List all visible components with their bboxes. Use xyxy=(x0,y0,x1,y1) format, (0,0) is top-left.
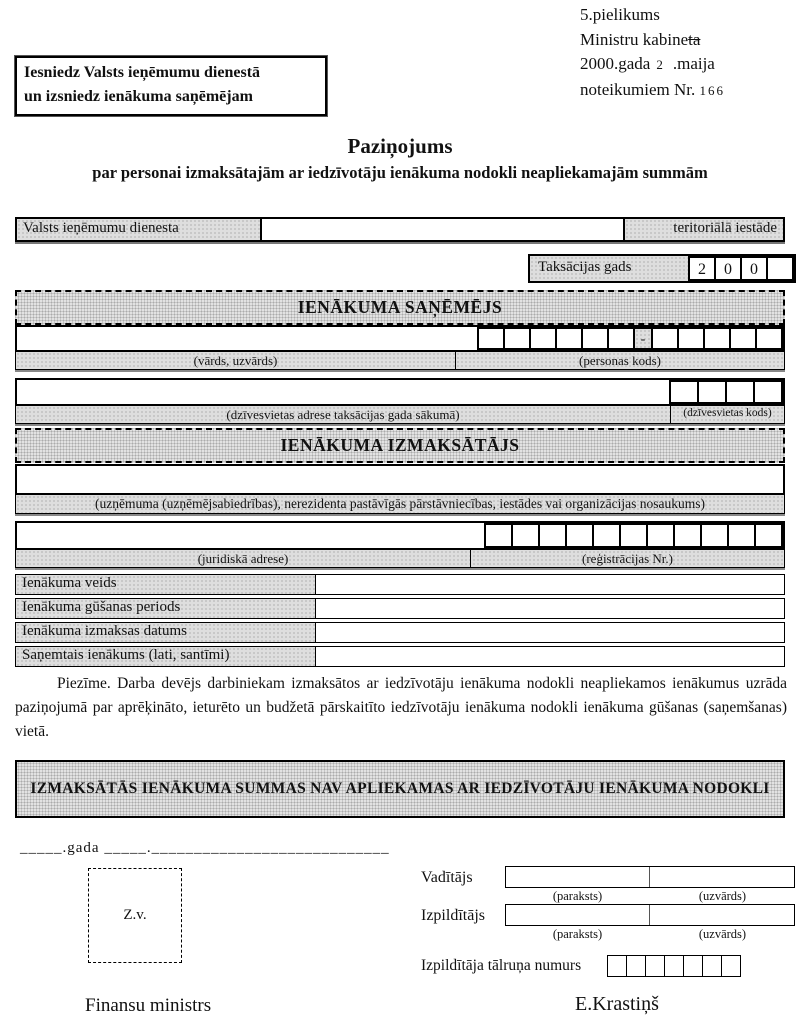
registration-number-cell[interactable] xyxy=(619,523,648,548)
residence-code-cell[interactable] xyxy=(725,380,755,404)
person-code-cell[interactable] xyxy=(729,327,757,350)
residence-code-cell[interactable] xyxy=(669,380,699,404)
tax-year-digit-cell[interactable]: 0 xyxy=(714,256,742,281)
registration-number-cell[interactable] xyxy=(646,523,675,548)
tax-year-digit-cell[interactable] xyxy=(766,256,794,281)
seal-box xyxy=(88,868,182,963)
executor-phone-cells xyxy=(608,955,741,977)
payer-address-input[interactable] xyxy=(17,523,486,548)
payer-name-label-row xyxy=(15,495,785,514)
phone-number-cell[interactable] xyxy=(664,955,684,977)
payer-address-label-row xyxy=(15,550,785,568)
submit-instruction-box xyxy=(15,56,327,116)
income-type-label: Ienākuma veids xyxy=(16,575,316,594)
income-details-table xyxy=(15,574,785,670)
person-code-cell[interactable] xyxy=(529,327,557,350)
recipient-name-label-row xyxy=(15,352,785,370)
person-code-cells-left xyxy=(479,327,635,350)
person-code-cell[interactable] xyxy=(477,327,505,350)
phone-number-cell[interactable] xyxy=(721,955,741,977)
phone-number-cell[interactable] xyxy=(626,955,646,977)
recipient-name-row xyxy=(15,325,785,352)
section-header-recipient: IENĀKUMA SAŅĒMĒJS xyxy=(15,290,785,325)
name-surname-label: (vārds, uzvārds) xyxy=(16,352,456,369)
person-code-cell[interactable] xyxy=(581,327,609,350)
tax-year-digit-cell[interactable]: 2 xyxy=(688,256,716,281)
income-period-input[interactable] xyxy=(316,599,784,618)
table-row xyxy=(15,646,785,667)
tax-year-digit-cell[interactable]: 0 xyxy=(740,256,768,281)
regulation-number-line: noteikumiem Nr. 166 xyxy=(580,79,725,99)
registration-number-cell[interactable] xyxy=(592,523,621,548)
seal-label: Z.v. xyxy=(123,907,147,923)
statement-band: IZMAKSĀTĀS IENĀKUMA SUMMAS NAV APLIEKAMAS AR IEDZĪVOTĀJU IENĀKUMA NODOKLI xyxy=(15,760,785,818)
person-code-cell[interactable] xyxy=(651,327,679,350)
payer-name-input[interactable] xyxy=(17,466,783,493)
executor-role-label: Izpildītājs xyxy=(421,907,485,924)
vid-office-label: Valsts ieņēmumu dienesta xyxy=(17,219,262,240)
income-period-label: Ienākuma gūšanas periods xyxy=(16,599,316,618)
legal-address-label: (juridiskā adrese) xyxy=(16,550,471,567)
annex-number: 5.pielikums xyxy=(580,5,660,24)
page-subtitle: par personai izmaksātajām ar iedzīvotāju ienākuma nodokli neapliekamajām summām xyxy=(92,163,708,182)
payer-address-row xyxy=(15,521,785,550)
recipient-address-row xyxy=(15,378,785,406)
phone-number-cell[interactable] xyxy=(607,955,627,977)
residence-code-cells xyxy=(671,380,783,404)
residence-code-label: (dzīvesvietas kods) xyxy=(683,407,772,419)
recipient-address-input[interactable] xyxy=(17,380,671,404)
director-surname-input[interactable] xyxy=(650,867,794,887)
person-code-label: (personas kods) xyxy=(579,353,661,368)
payment-date-label: Ienākuma izmaksas datums xyxy=(16,623,316,642)
minister-title: Finansu ministrs xyxy=(85,995,212,1016)
registration-number-cell[interactable] xyxy=(700,523,729,548)
tax-year-cells xyxy=(690,256,794,281)
tax-year-row xyxy=(528,254,796,283)
cabinet-line: Ministru kabineta xyxy=(580,29,701,49)
cabinet-struck-text: ta xyxy=(688,29,701,49)
registration-number-cell[interactable] xyxy=(511,523,540,548)
payer-name-row xyxy=(15,464,785,495)
signature-label: (paraksts) xyxy=(552,889,603,903)
submit-instruction-line1: Iesniedz Valsts ieņēmumu dienestā xyxy=(24,64,261,81)
payer-name-label: (uzņēmuma (uzņēmējsabiedrības), nerezidenta pastāvīgās pārstāvniecības, iestādes vai organizācijas nosaukums) xyxy=(94,496,706,511)
regulation-date-line: 2000.gada 2 .maija xyxy=(580,54,715,73)
registration-number-cell[interactable] xyxy=(754,523,783,548)
executor-phone-label: Izpildītāja tālruņa numurs xyxy=(421,957,582,974)
registration-number-cell[interactable] xyxy=(538,523,567,548)
executor-signature-labels xyxy=(505,927,795,942)
registration-number-label: (reģistrācijas Nr.) xyxy=(582,551,673,566)
registration-number-cell[interactable] xyxy=(673,523,702,548)
executor-signature-row xyxy=(505,904,795,926)
date-fill-line[interactable]: _____.gada _____.____________________________ xyxy=(20,840,390,856)
surname-label: (uzvārds) xyxy=(698,889,747,903)
phone-number-cell[interactable] xyxy=(702,955,722,977)
payment-date-input[interactable] xyxy=(316,623,784,642)
residence-code-cell[interactable] xyxy=(753,380,783,404)
annex-reference-block xyxy=(580,3,725,103)
regulation-number: 166 xyxy=(699,82,725,98)
recipient-address-label-row xyxy=(15,406,785,424)
person-code-cell[interactable] xyxy=(555,327,583,350)
page-title: Paziņojums xyxy=(347,134,453,158)
submit-instruction-line2: un izsniedz ienākuma saņēmējam xyxy=(24,88,253,105)
income-type-input[interactable] xyxy=(316,575,784,594)
person-code-cells-right xyxy=(653,327,783,350)
person-code-cell[interactable] xyxy=(703,327,731,350)
director-signature-row xyxy=(505,866,795,888)
director-signature-input[interactable] xyxy=(506,867,650,887)
surname-label: (uzvārds) xyxy=(698,927,747,941)
person-code-cell[interactable] xyxy=(677,327,705,350)
minister-name: E.Krastiņš xyxy=(575,993,659,1015)
regulation-day: 2 xyxy=(656,57,663,72)
director-role-label: Vadītājs xyxy=(421,869,473,886)
note-paragraph: Piezīme. Darba devējs darbiniekam izmaksātos ar iedzīvotāju ienākuma nodokli neapliekamos ienākumus uzrāda paziņojumā par aprēķināto, ieturēto un budžetā pārskaitīto iedzīvotāju ienākuma nodokli ienākuma gūšanas (saņemšanas) vietā. xyxy=(15,675,787,740)
residence-address-label: (dzīvesvietas adrese taksācijas gada sākumā) xyxy=(16,406,671,423)
recipient-name-input[interactable] xyxy=(17,327,479,350)
table-row xyxy=(15,598,785,619)
executor-surname-input[interactable] xyxy=(650,905,794,925)
received-income-input[interactable] xyxy=(316,647,784,666)
person-code-cell[interactable] xyxy=(755,327,783,350)
received-income-label: Saņemtais ienākums (lati, santīmi) xyxy=(16,647,316,666)
vid-office-row xyxy=(15,217,785,242)
section-header-payer: IENĀKUMA IZMAKSĀTĀJS xyxy=(15,428,785,463)
registration-number-cell[interactable] xyxy=(727,523,756,548)
person-code-separator: - xyxy=(633,327,653,350)
registration-number-cell[interactable] xyxy=(484,523,513,548)
person-code-cell[interactable] xyxy=(607,327,635,350)
phone-number-cell[interactable] xyxy=(645,955,665,977)
registration-number-cells xyxy=(486,523,783,548)
registration-number-cell[interactable] xyxy=(565,523,594,548)
signature-label: (paraksts) xyxy=(552,927,603,941)
tax-year-label: Taksācijas gads xyxy=(530,256,690,281)
table-row xyxy=(15,574,785,595)
director-signature-labels xyxy=(505,889,795,904)
person-code-cell[interactable] xyxy=(503,327,531,350)
residence-code-cell[interactable] xyxy=(697,380,727,404)
executor-signature-input[interactable] xyxy=(506,905,650,925)
vid-office-input[interactable] xyxy=(262,219,623,240)
territorial-office-label: teritoriālā iestāde xyxy=(623,219,783,240)
phone-number-cell[interactable] xyxy=(683,955,703,977)
table-row xyxy=(15,622,785,643)
